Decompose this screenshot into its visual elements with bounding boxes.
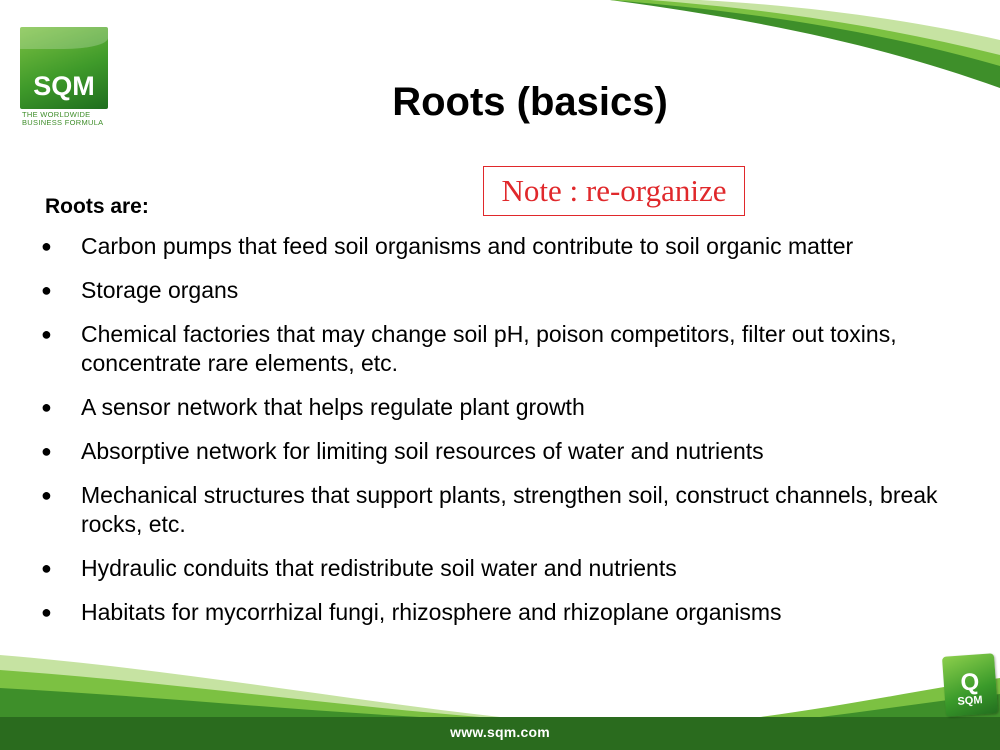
bullet-icon: ● (41, 236, 52, 256)
bullet-icon: ● (41, 558, 52, 578)
bullet-text: Carbon pumps that feed soil organisms and contribute to soil organic matter (81, 233, 854, 259)
badge-letter: Q (959, 668, 981, 697)
bullet-item (40, 437, 960, 466)
bullet-text: Habitats for mycorrhizal fungi, rhizosphere and rhizoplane organisms (81, 599, 782, 625)
logo-tagline-line2: BUSINESS FORMULA (22, 118, 104, 127)
bullet-icon: ● (41, 324, 52, 344)
bullet-icon: ● (41, 280, 52, 300)
bullet-icon: ● (41, 485, 52, 505)
bullet-text: Mechanical structures that support plants, strengthen soil, construct channels, break rocks, etc. (81, 482, 938, 537)
bullet-text: A sensor network that helps regulate plant growth (81, 394, 585, 420)
bullet-text: Hydraulic conduits that redistribute soil water and nutrients (81, 555, 677, 581)
bullet-item (40, 598, 960, 627)
slide-title: Roots (basics) (392, 80, 668, 124)
bullet-text: Storage organs (81, 277, 239, 303)
logo-tagline-line1: THE WORLDWIDE (22, 110, 91, 119)
bullet-item (40, 232, 960, 261)
footer-url: www.sqm.com (450, 724, 550, 740)
badge-word: SQM (957, 694, 983, 708)
bullet-item (40, 393, 960, 422)
bullet-text: Absorptive network for limiting soil resources of water and nutrients (81, 438, 764, 464)
bullet-item (40, 554, 960, 583)
bullet-list (40, 232, 960, 642)
bullet-item (40, 276, 960, 305)
bullet-item (40, 481, 960, 539)
section-label: Roots are: (45, 195, 149, 218)
bullet-icon: ● (41, 397, 52, 417)
bullet-text: Chemical factories that may change soil pH, poison competitors, filter out toxins, concentrate rare elements, etc. (81, 321, 897, 376)
logo-word: SQM (33, 71, 95, 101)
sqm-badge-logo (944, 655, 998, 717)
bullet-icon: ● (41, 602, 52, 622)
note-box: Note : re-organize (483, 166, 745, 216)
bullet-item (40, 320, 960, 378)
bullet-icon: ● (41, 441, 52, 461)
